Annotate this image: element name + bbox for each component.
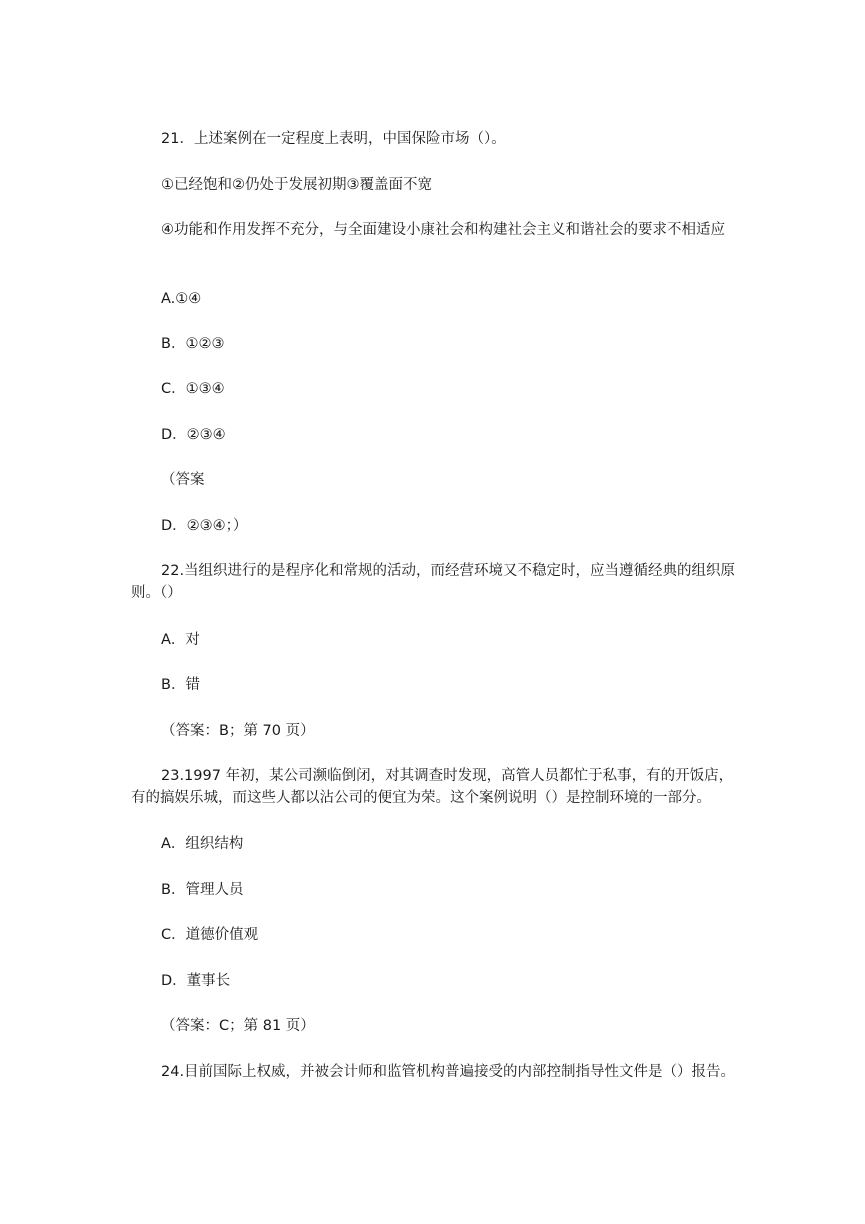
question-23-option-a: A．组织结构: [161, 836, 244, 852]
question-22-stem: 22.当组织进行的是程序化和常规的活动，而经营环境又不稳定时，应当遵循经典的组织原则。（）: [131, 563, 736, 601]
question-21-option-d: D．②③④: [161, 427, 226, 443]
question-23-option-d: D．董事长: [161, 973, 231, 989]
question-21-statement-1: ①已经饱和②仍处于发展初期③覆盖面不宽: [161, 177, 432, 193]
question-23-option-b: B．管理人员: [161, 882, 244, 898]
question-23-option-c: C．道德价值观: [161, 927, 259, 943]
question-24-stem: 24.目前国际上权威，并被会计师和监管机构普遍接受的内部控制指导性文件是（）报告。: [161, 1064, 736, 1080]
question-21-option-c: C．①③④: [161, 381, 225, 397]
question-23-answer: （答案：C；第 81 页）: [161, 1018, 315, 1034]
question-22-option-a: A．对: [161, 632, 200, 648]
question-21-stem: 21．上述案例在一定程度上表明，中国保险市场（）。: [161, 131, 506, 147]
question-21-answer-value: D．②③④；）: [161, 518, 248, 534]
question-21-option-b: B．①②③: [161, 336, 225, 352]
question-21-option-a: A.①④: [161, 291, 202, 307]
question-21-statement-2: ④功能和作用发挥不充分，与全面建设小康社会和构建社会主义和谐社会的要求不相适应: [161, 222, 725, 238]
question-22-answer: （答案：B；第 70 页）: [161, 723, 315, 739]
question-23-stem: 23.1997 年初，某公司濒临倒闭，对其调查时发现，高管人员都忙于私事，有的开饭店，有的搞娱乐城，而这些人都以沾公司的便宜为荣。这个案例说明（）是控制环境的一部分。: [131, 768, 734, 806]
question-21-answer-label: （答案: [161, 472, 205, 488]
question-22-option-b: B．错: [161, 677, 200, 693]
